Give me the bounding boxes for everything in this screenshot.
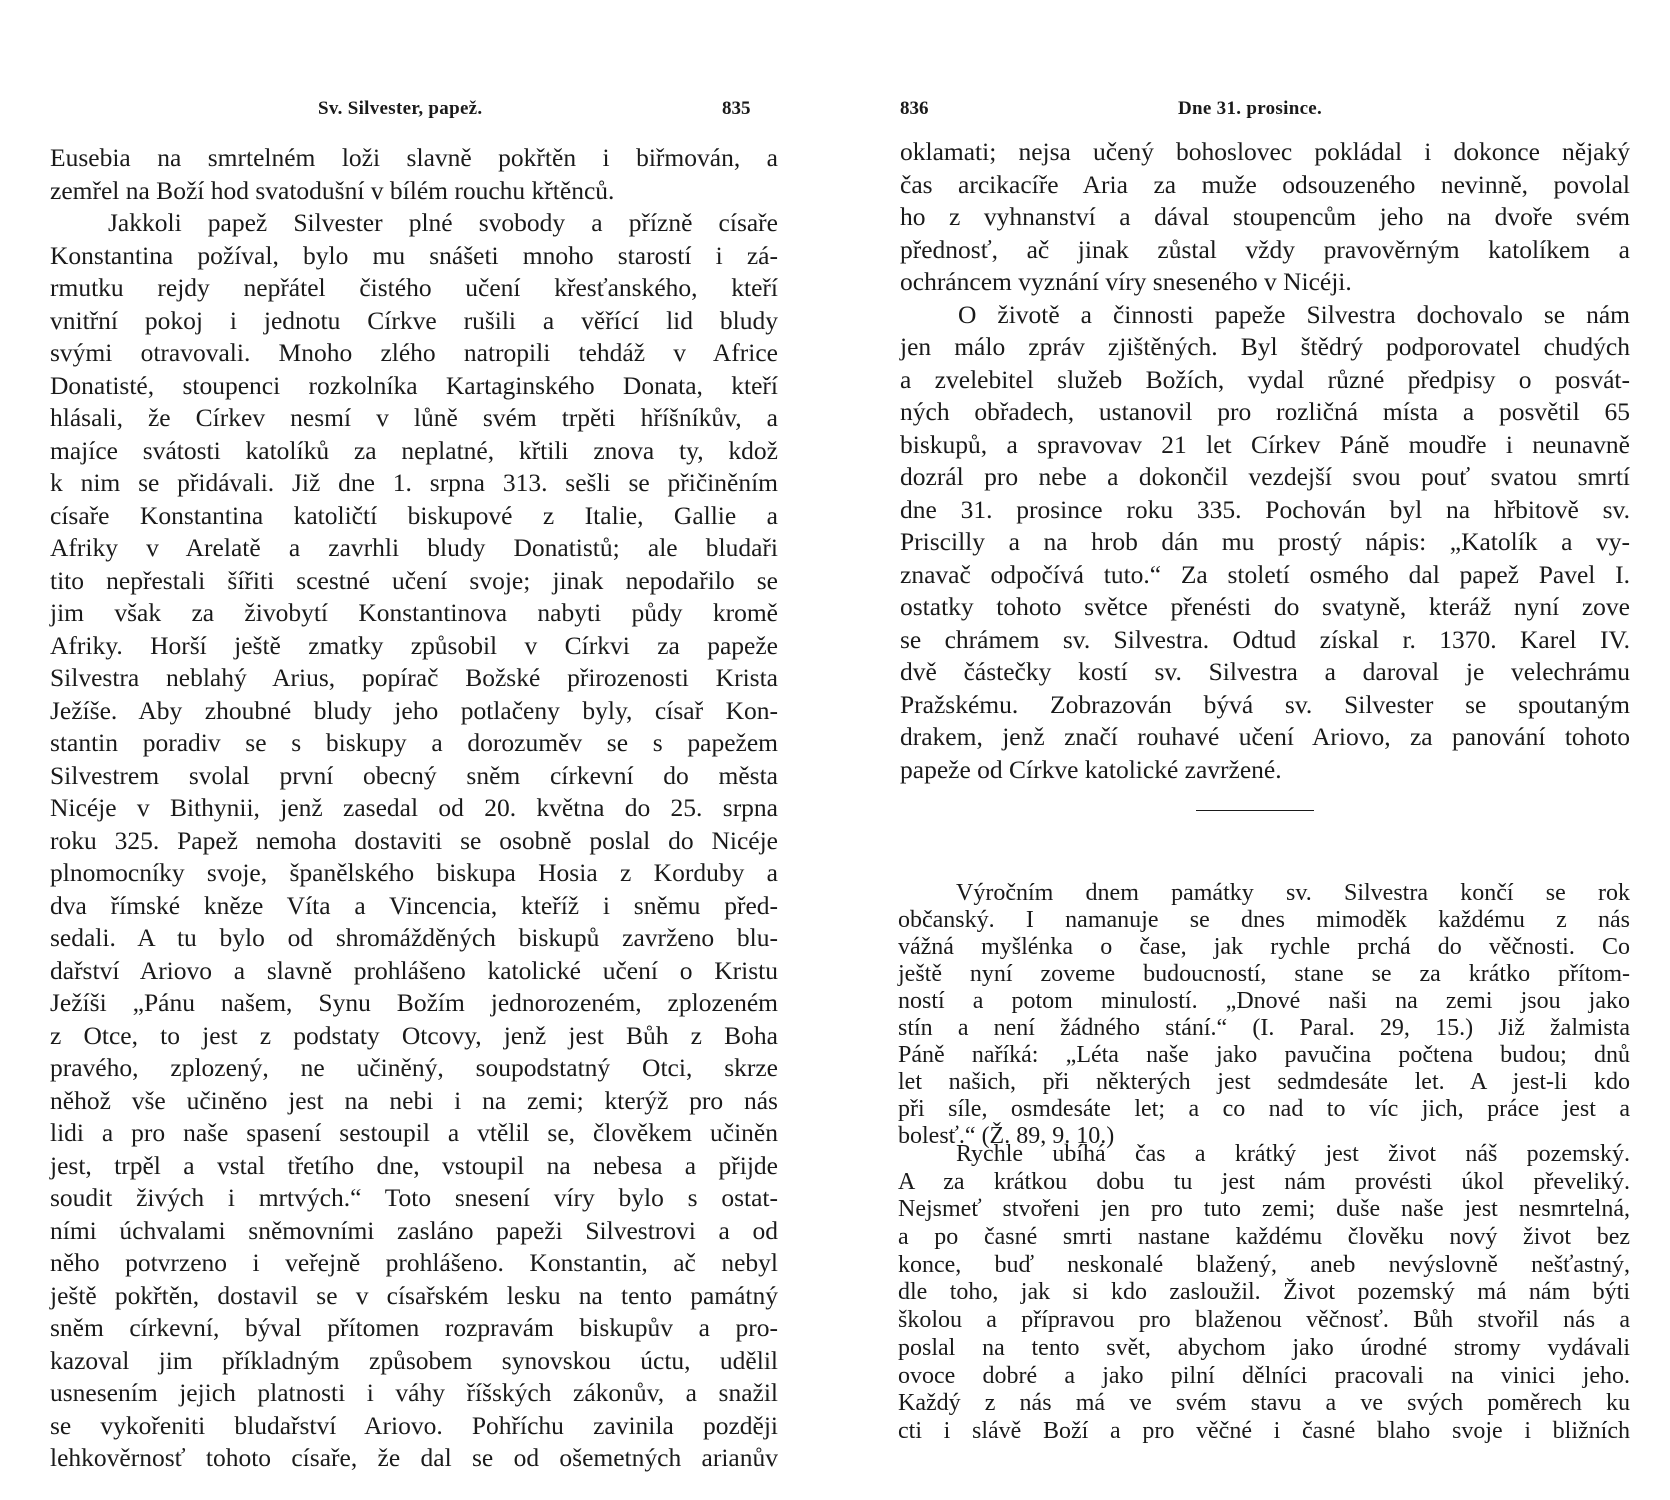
text-line: Jakkoli papež Silvester plné svobody a přízně císaře xyxy=(108,208,778,237)
text-line: sedali. A tu bylo od shromážděných biskupů zavrženo blu- xyxy=(50,923,778,952)
text-line: vnitřní pokoj i jednotu Církve rušili a věřící lid bludy xyxy=(50,305,778,335)
text-line: čas arcikacíře Aria za muže odsouzeného nevinně, povolal xyxy=(900,169,1630,199)
text-line: soudit živých i mrtvých.“ Toto snesení víry bylo s ostat- xyxy=(50,1183,778,1212)
right-running-header: Dne 31. prosince. xyxy=(1178,98,1323,119)
text-line: majíce svátosti katolíků za neplatné, křtili znova ty, kdož xyxy=(50,435,778,465)
text-line: dva římské kněze Víta a Vincencia, kteříž i sněmu před- xyxy=(50,890,778,920)
text-line: Pražskému. Zobrazován bývá sv. Silvester se spoutaným xyxy=(900,689,1630,719)
text-line: Silvestrem svolal první obecný sněm církevní do města xyxy=(50,760,778,790)
text-line: jest, trpěl a vstal třetího dne, vstoupil na nebesa a přijde xyxy=(50,1150,778,1180)
text-line: Ježíše. Aby zhoubné bludy jeho potlačeny byly, císař Kon- xyxy=(50,695,778,725)
text-line: Nejsmeť stvořeni jen pro tuto zemi; duše naše jest nesmrtelná, xyxy=(898,1196,1630,1223)
text-line: papeže od Církve katolické zavržené. xyxy=(900,754,1282,784)
text-line: přednosť, ač jinak zůstal vždy pravověrným katolíkem a xyxy=(900,234,1630,264)
text-line: ostatky tohoto světce přenésti do svatyně, kteráž nyní zove xyxy=(900,592,1630,621)
text-line: jen málo zpráv zjištěných. Byl štědrý podporovatel chudých xyxy=(900,332,1630,361)
right-body-text-continuation xyxy=(900,136,1630,786)
text-line: ných obřadech, ustanovil pro rozličná místa a posvětil 65 xyxy=(900,397,1630,426)
text-line: ještě nyní zoveme budoucností, stane se za krátko přítom- xyxy=(898,961,1630,987)
text-line: cti i slávě Boží a pro věčné i časné blaho svoje i bližních xyxy=(898,1417,1630,1444)
text-line: Každý z nás má ve svém stavu a ve svých poměrech ku xyxy=(898,1390,1630,1417)
text-line: A za krátkou dobu tu jest nám provésti úkol převeliký. xyxy=(898,1168,1630,1195)
text-line: Afriky v Arelatě a zavrhli bludy Donatistů; ale bludaři xyxy=(50,533,778,562)
text-line: něho potvrzeno i veřejně prohlášeno. Konstantin, ač nebyl xyxy=(50,1248,778,1277)
right-page xyxy=(880,0,1670,1500)
right-page-number: 836 xyxy=(900,98,929,119)
text-line: konce, buď neskonalé blažený, aneb nevýslovně nešťastný, xyxy=(898,1251,1630,1278)
text-line: Konstantina požíval, bylo mu snášeti mnoho starostí i zá- xyxy=(50,240,778,270)
text-line: drakem, jenž značí rouhavé učení Ariovo, za panování tohoto xyxy=(900,722,1630,751)
left-page xyxy=(0,0,820,1500)
text-line: z Otce, to jest z podstaty Otcovy, jenž jest Bůh z Boha xyxy=(50,1020,778,1050)
text-line: zemřel na Boží hod svatodušní v bílém rouchu křtěnců. xyxy=(50,175,615,205)
text-line: rmutku rejdy nepřátel čistého učení křesťanského, kteří xyxy=(50,273,778,302)
text-line: se vykořeniti bludařství Ariovo. Pohříchu zavinila později xyxy=(50,1410,778,1440)
text-line: se chrámem sv. Silvestra. Odtud získal r. 1370. Karel IV. xyxy=(900,624,1630,654)
text-line: svými otravovali. Mnoho zlého natropili tehdáž v Africe xyxy=(50,338,778,367)
text-line: a zvelebitel služeb Božích, vydal různé předpisy o posvát- xyxy=(900,364,1630,394)
text-line: dařství Ariovo a slavně prohlášeno katolické učení o Kristu xyxy=(50,955,778,985)
text-line: při síle, osmdesáte let; a co nad to víc jich, práce jest a xyxy=(898,1096,1630,1122)
text-line: sněm církevní, býval přítomen rozpravám biskupův a pro- xyxy=(50,1313,778,1342)
text-line: ochráncem vyznání víry sneseného v Nicéji. xyxy=(900,267,1352,296)
text-line: ními úchvalami sněmovními zasláno papeži Silvestrovi a od xyxy=(50,1215,778,1245)
text-line: dne 31. prosince roku 335. Pochován byl na hřbitově sv. xyxy=(900,494,1630,524)
text-line: O životě a činnosti papeže Silvestra dochovalo se nám xyxy=(958,299,1630,329)
text-line: tito nepřestali šířiti scestné učení svoje; jinak nepodařilo se xyxy=(50,565,778,595)
text-line: bolesť.“ (Ž. 89, 9. 10.) xyxy=(898,1123,1115,1149)
text-line: dozrál pro nebe a dokončil vezdejší svou pouť svatou smrtí xyxy=(900,462,1630,491)
text-line: usnesením jejich platnosti i váhy říšských zákonův, a snažil xyxy=(50,1378,778,1407)
text-line: něhož vše učiněno jest na nebi i na zemi; kterýž pro nás xyxy=(50,1085,778,1115)
text-line: občanský. I namanuje se dnes mimoděk každému z nás xyxy=(898,907,1630,933)
text-line: stantin poradiv se s biskupy a dorozuměv se s papežem xyxy=(50,728,778,757)
text-line: let našich, při některých jest sedmdesáte let. A jest-li kdo xyxy=(898,1069,1630,1095)
text-line: Eusebia na smrtelném loži slavně pokřtěn i biřmován, a xyxy=(50,143,778,172)
text-line: lehkověrnosť tohoto císaře, že dal se od ošemetných arianův xyxy=(50,1443,778,1472)
text-line: dle toho, jak si kdo zasloužil. Život pozemský má nám býti xyxy=(898,1279,1630,1306)
text-line: ho z vyhnanství a dával stoupencům jeho na dvoře svém xyxy=(900,202,1630,231)
right-body-text-reflection-2 xyxy=(898,1141,1630,1446)
text-line: znavač odpočívá tuto.“ Za století osmého dal papež Pavel I. xyxy=(900,559,1630,589)
text-line: plnomocníky svoje, španělského biskupa Hosia z Korduby a xyxy=(50,858,778,887)
text-line: roku 325. Papež nemoha dostaviti se osobně poslal do Nicéje xyxy=(50,825,778,855)
text-line: oklamati; nejsa učený bohoslovec pokládal i dokonce nějaký xyxy=(900,137,1630,166)
text-line: lidi a pro naše spasení sestoupil a vtělil se, člověkem učiněn xyxy=(50,1118,778,1147)
text-line: Nicéje v Bithynii, jenž zasedal od 20. května do 25. srpna xyxy=(50,793,778,822)
text-line: císaře Konstantina katoličtí biskupové z Italie, Gallie a xyxy=(50,500,778,530)
text-line: Výročním dnem památky sv. Silvestra končí se rok xyxy=(956,880,1630,906)
text-line: Silvestra neblahý Arius, popírač Božské přirozenosti Krista xyxy=(50,663,778,692)
text-line: Rychle ubíhá čas a krátký jest život náš pozemský. xyxy=(956,1141,1630,1167)
text-line: pravého, zplozený, ne učiněný, soupodstatný Otci, skrze xyxy=(50,1053,778,1082)
section-divider xyxy=(1196,810,1314,811)
text-line: školou a přípravou pro blaženou věčnosť. Bůh stvořil nás a xyxy=(898,1307,1630,1334)
text-line: Priscilly a na hrob dán mu prostý nápis: „Katolík a vy- xyxy=(900,527,1630,556)
text-line: ovoce dobré a jako pilní dělníci pracovali na vinici jeho. xyxy=(898,1362,1630,1389)
text-line: ností a potom minulostí. „Dnové naši na zemi jsou jako xyxy=(898,988,1630,1014)
text-line: poslal na tento svět, abychom jako úrodné stromy vydávali xyxy=(898,1334,1630,1361)
text-line: Afriky. Horší ještě zmatky způsobil v Církvi za papeže xyxy=(50,630,778,660)
text-line: k nim se přidávali. Již dne 1. srpna 313. sešli se přičiněním xyxy=(50,468,778,497)
left-body-text xyxy=(50,142,778,1475)
text-line: hlásali, že Církev nesmí v lůně svém trpěti hříšníkův, a xyxy=(50,403,778,432)
text-line: jim však za živobytí Konstantinova nabyti půdy kromě xyxy=(50,598,778,627)
left-page-number: 835 xyxy=(722,98,751,119)
text-line: dvě částečky kostí sv. Silvestra a daroval je velechrámu xyxy=(900,657,1630,686)
text-line: Ježíši „Pánu našem, Synu Božím jednorozeném, zplozeném xyxy=(50,988,778,1017)
text-line: biskupů, a spravovav 21 let Církev Páně moudře i neunavně xyxy=(900,429,1630,459)
text-line: Donatisté, stoupenci rozkolníka Kartaginského Donata, kteří xyxy=(50,370,778,400)
text-line: a po časné smrti nastane každému člověku nový život bez xyxy=(898,1224,1630,1251)
text-line: vážná myšlénka o čase, jak rychle prchá do věčnosti. Co xyxy=(898,934,1630,960)
text-line: ještě pokřtěn, dostavil se v císařském lesku na tento památný xyxy=(50,1280,778,1310)
text-line: Páně naříká: „Léta naše jako pavučina počtena budou; dnů xyxy=(898,1042,1630,1068)
left-running-header: Sv. Silvester, papež. xyxy=(318,98,483,119)
text-line: stín a není žádného stání.“ (I. Paral. 29, 15.) Již žalmista xyxy=(898,1015,1630,1041)
text-line: kazoval jim příkladným způsobem synovskou úctu, udělil xyxy=(50,1345,778,1375)
right-body-text-reflection xyxy=(898,880,1630,1150)
